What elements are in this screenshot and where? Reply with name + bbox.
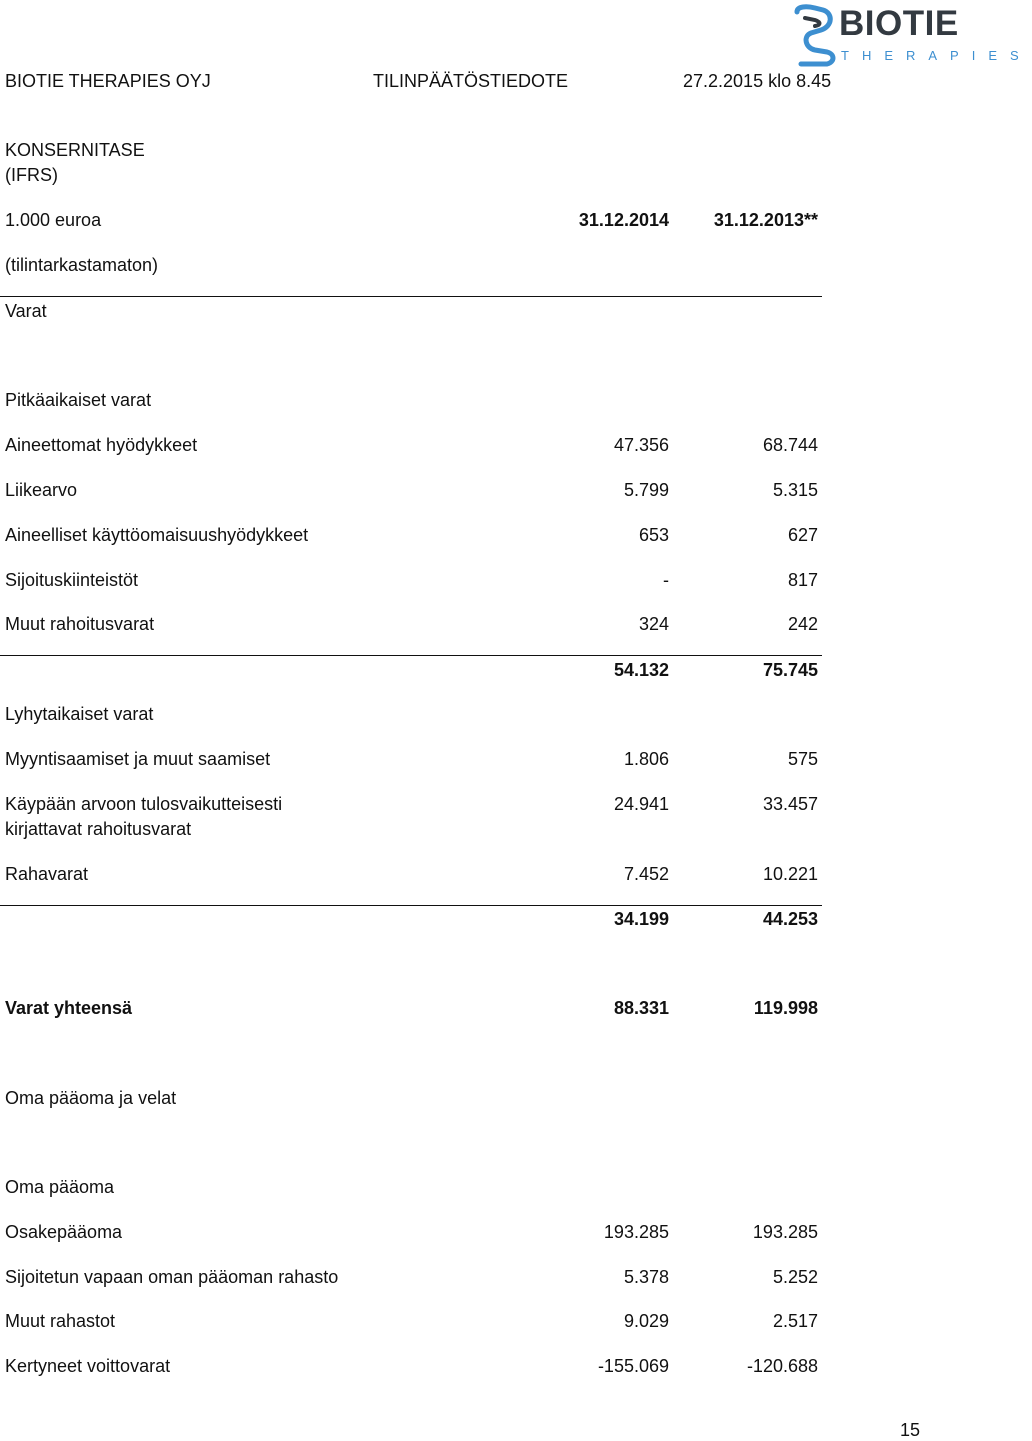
row-label: Kertyneet voittovarat — [5, 1356, 171, 1376]
row-value-2013: 817 — [787, 570, 818, 590]
row-value-2014: 5.799 — [623, 480, 669, 500]
noncurrent-assets-heading: Pitkäaikaiset varat — [5, 390, 152, 410]
total-assets-label: Varat yhteensä — [5, 998, 133, 1018]
row-value-2013: 33.457 — [762, 794, 818, 814]
row-value-2014: 653 — [638, 525, 669, 545]
row-label: Sijoituskiinteistöt — [5, 570, 139, 590]
row-value-2014: 47.356 — [613, 435, 669, 455]
row-label: Rahavarat — [5, 864, 89, 884]
page-number: 15 — [899, 1420, 920, 1440]
row-label-continued: kirjattavat rahoitusvarat — [5, 819, 192, 839]
total-assets-2014: 88.331 — [613, 998, 669, 1018]
row-label: Muut rahastot — [5, 1311, 116, 1331]
equity-liabilities-heading: Oma pääoma ja velat — [5, 1088, 177, 1108]
column-header-2013: 31.12.2013** — [713, 210, 818, 230]
statement-standard: (IFRS) — [5, 165, 58, 185]
row-label: Aineelliset käyttöomaisuushyödykkeet — [5, 525, 309, 545]
unaudited-note: (tilintarkastamaton) — [5, 255, 159, 275]
row-value-2014: 7.452 — [623, 864, 669, 884]
row-value-2013: -120.688 — [746, 1356, 818, 1376]
row-label: Muut rahoitusvarat — [5, 614, 155, 634]
logo-subtext: THERAPIES — [841, 48, 1032, 63]
row-value-2014: 9.029 — [623, 1311, 669, 1331]
company-name: BIOTIE THERAPIES OYJ — [5, 71, 211, 91]
row-value-2014: 193.285 — [603, 1222, 669, 1242]
column-header-2014: 31.12.2014 — [578, 210, 669, 230]
biotie-logo — [793, 2, 1032, 68]
release-date: 27.2.2015 klo 8.45 — [683, 71, 832, 91]
current-total-2013: 44.253 — [762, 909, 818, 929]
noncurrent-total-2013: 75.745 — [762, 660, 818, 680]
row-label: Osakepääoma — [5, 1222, 123, 1242]
row-value-2013: 2.517 — [772, 1311, 818, 1331]
statement-title: KONSERNITASE — [5, 140, 145, 160]
row-label: Myyntisaamiset ja muut saamiset — [5, 749, 271, 769]
row-value-2013: 5.252 — [772, 1267, 818, 1287]
current-assets-heading: Lyhytaikaiset varat — [5, 704, 154, 724]
row-label: Liikearvo — [5, 480, 78, 500]
row-value-2013: 627 — [787, 525, 818, 545]
biotie-logo-mark-icon — [793, 4, 839, 66]
row-value-2014: 324 — [638, 614, 669, 634]
logo-text: BIOTIE — [839, 4, 959, 43]
row-label: Käypään arvoon tulosvaikutteisesti — [5, 794, 283, 814]
assets-heading: Varat — [5, 301, 47, 321]
noncurrent-total-2014: 54.132 — [613, 660, 669, 680]
unit-label: 1.000 euroa — [5, 210, 102, 230]
row-value-2014: 5.378 — [623, 1267, 669, 1287]
equity-heading: Oma pääoma — [5, 1177, 115, 1197]
row-value-2014: - — [663, 570, 669, 590]
row-value-2013: 242 — [787, 614, 818, 634]
subtotal-rule — [0, 905, 822, 906]
row-label: Sijoitetun vapaan oman pääoman rahasto — [5, 1267, 339, 1287]
row-value-2014: 1.806 — [623, 749, 669, 769]
header-rule — [0, 296, 822, 297]
total-assets-2013: 119.998 — [753, 998, 818, 1018]
subtotal-rule — [0, 655, 822, 656]
row-value-2014: 24.941 — [613, 794, 669, 814]
row-value-2014: -155.069 — [597, 1356, 669, 1376]
row-value-2013: 193.285 — [752, 1222, 818, 1242]
document-type: TILINPÄÄTÖSTIEDOTE — [373, 71, 569, 91]
current-total-2014: 34.199 — [613, 909, 669, 929]
row-value-2013: 68.744 — [762, 435, 818, 455]
row-value-2013: 5.315 — [772, 480, 818, 500]
row-value-2013: 575 — [787, 749, 818, 769]
row-label: Aineettomat hyödykkeet — [5, 435, 198, 455]
row-value-2013: 10.221 — [762, 864, 818, 884]
